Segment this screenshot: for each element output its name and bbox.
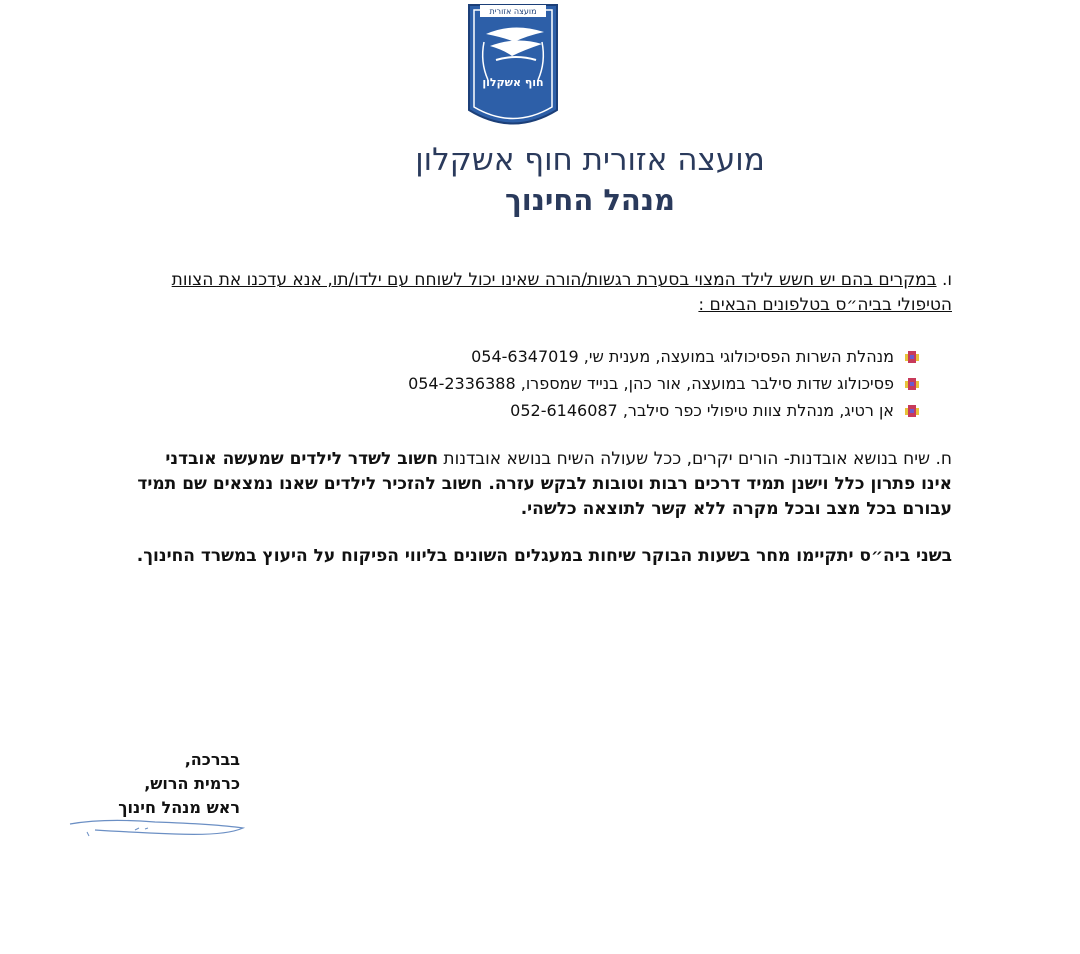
list-item xyxy=(300,397,920,424)
svg-text:חוף אשקלון: חוף אשקלון xyxy=(482,76,544,89)
list-item xyxy=(300,370,920,397)
bullet-icon xyxy=(904,349,920,365)
closing-note: בשני ביה״ס יתקיימו מחר בשעות הבוקר שיחות במעגלים השונים בליווי הפיקוח על היעוץ במשרד החינוך. xyxy=(136,546,952,566)
bullet-icon xyxy=(904,376,920,392)
contact-text: אן רטיג, מנהלת צוות טיפולי כפר סילבר, 052-6146087 xyxy=(510,401,894,420)
svg-text:מועצה אזורית: מועצה אזורית xyxy=(489,7,537,16)
bullet-icon xyxy=(904,403,920,419)
contact-list xyxy=(300,343,920,424)
signature-block xyxy=(60,748,240,820)
section-h-text: שיח בנושא אובדנות- הורים יקרים, ככל שעולה השיח בנושא אובדנות xyxy=(443,449,931,469)
section-h-marker: ח. xyxy=(935,449,952,469)
section-h-emphasis: חשוב לשדר לילדים שמעשה אובדני אינו פתרון כלל וישנן תמיד דרכים רבות וטובות לבקש עזרה. חשוב להזכיר לילדים שאנו נמצאים שם תמיד עבורם בכל מצב ובכל מקרה ללא קשר לתוצאה כלשהי. xyxy=(137,449,952,519)
section-v-text: במקרים בהם יש חשש לילד המצוי בסערת רגשות/הורה שאינו יכול לשוחח עם ילדו/תו, אנא עדכנו את הצוות הטיפולי בביה״ס בטלפונים הבאים : xyxy=(171,270,952,315)
signature-title: ראש מנהל חינוך xyxy=(118,798,240,817)
section-v-marker: ו. xyxy=(941,270,952,290)
section-h xyxy=(130,447,952,522)
list-item xyxy=(300,343,920,370)
contact-text: מנהלת השרות הפסיכולוגי במועצה, מענית שי, 054-6347019 xyxy=(471,347,894,366)
handwritten-signature xyxy=(65,812,250,842)
signature-greeting: בברכה, xyxy=(184,750,240,769)
signature-name: כרמית הרוש, xyxy=(144,774,240,793)
contact-text: פסיכולוג שדות סילבר במועצה, אור כהן, בנייד שמספרו, 054-2336388 xyxy=(408,374,894,393)
council-logo xyxy=(466,2,560,130)
section-v xyxy=(140,268,952,318)
org-name: מועצה אזורית חוף אשקלון xyxy=(415,142,765,178)
department-name: מנהל החינוך xyxy=(505,183,675,217)
